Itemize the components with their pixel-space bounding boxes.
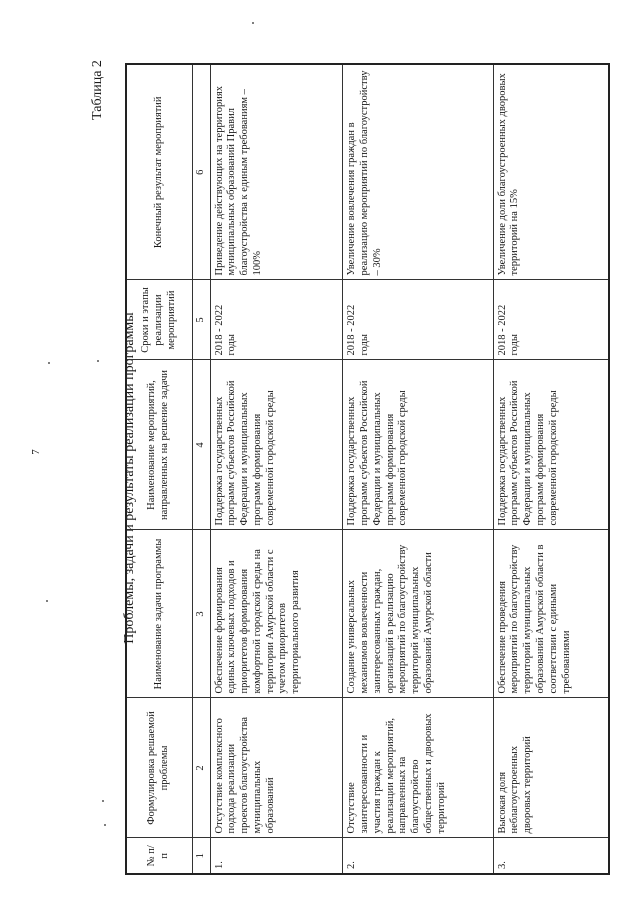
table-container xyxy=(125,65,610,875)
table-row xyxy=(493,64,609,874)
page-number: 7 xyxy=(30,449,42,455)
problems-table xyxy=(125,63,610,875)
problem-cell: Отсутствие комплексного подхода реализации проектов благоустройства муниципальных образований xyxy=(210,698,343,838)
page-title: Проблемы, задачи и результаты реализации программы xyxy=(122,312,137,644)
scan-speck xyxy=(48,362,50,364)
result-cell: Увеличение вовлечения граждан в реализацию мероприятий по благоустройству – 30% xyxy=(343,64,493,280)
column-number: 4 xyxy=(192,360,210,530)
measures-cell: Поддержка государственных программ субъектов Российской Федерации и муниципальных программ формирования современной городской среды xyxy=(210,360,343,530)
column-number: 5 xyxy=(192,280,210,360)
table-row xyxy=(210,64,343,874)
column-number: 1 xyxy=(192,838,210,874)
task-cell: Обеспечение проведения мероприятий по благоустройству территорий муниципальных образований Амурской области в соответствии с едиными требованиями xyxy=(493,530,609,698)
row-number: 2. xyxy=(343,838,493,874)
scan-speck xyxy=(102,800,104,802)
result-cell: Приведение действующих на территориях муниципальных образований Правил благоустройства к единым требованиям – 100% xyxy=(210,64,343,280)
terms-cell: 2018 - 2022 годы xyxy=(210,280,343,360)
task-cell: Создание универсальных механизмов вовлеченности заинтересованных граждан, организаций в реализацию мероприятий по благоустройству территорий муниципальных образований Амурской области xyxy=(343,530,493,698)
result-cell: Увеличение доли благоустроенных дворовых территорий на 15% xyxy=(493,64,609,280)
measures-cell: Поддержка государственных программ субъектов Российской Федерации и муниципальных программ формирования современной городской среды xyxy=(493,360,609,530)
column-header: Наименование задачи программы xyxy=(126,530,192,698)
column-number-row xyxy=(192,64,210,874)
problem-cell: Высокая доля неблагоустроенных дворовых территорий xyxy=(493,698,609,838)
problem-cell: Отсутствие заинтересованности и участия граждан к реализации мероприятий, направленных на благоустройство общественных и дворовых территорий xyxy=(343,698,493,838)
table-row xyxy=(343,64,493,874)
column-number: 2 xyxy=(192,698,210,838)
scan-speck xyxy=(97,360,99,362)
column-header: № п/п xyxy=(126,838,192,874)
terms-cell: 2018 - 2022 годы xyxy=(493,280,609,360)
row-number: 1. xyxy=(210,838,343,874)
scan-speck xyxy=(46,600,48,602)
column-number: 3 xyxy=(192,530,210,698)
table-label: Таблица 2 xyxy=(90,60,105,120)
column-header: Сроки и этапы реализации мероприятий xyxy=(126,280,192,360)
column-header: Наименование мероприятий, направленных на решение задачи xyxy=(126,360,192,530)
scan-speck xyxy=(104,824,106,826)
terms-cell: 2018 - 2022 годы xyxy=(343,280,493,360)
task-cell: Обеспечение формирования единых ключевых подходов и приоритетов формирования комфортной городской среды на территории Амурской области с учетом приоритетов территориального развития xyxy=(210,530,343,698)
table-header-row xyxy=(126,64,192,874)
column-number: 6 xyxy=(192,64,210,280)
column-header: Формулировка решаемой проблемы xyxy=(126,698,192,838)
measures-cell: Поддержка государственных программ субъектов Российской Федерации и муниципальных программ формирования современной городской среды xyxy=(343,360,493,530)
row-number: 3. xyxy=(493,838,609,874)
column-header: Конечный результат мероприятий xyxy=(126,64,192,280)
scan-speck xyxy=(252,22,254,24)
